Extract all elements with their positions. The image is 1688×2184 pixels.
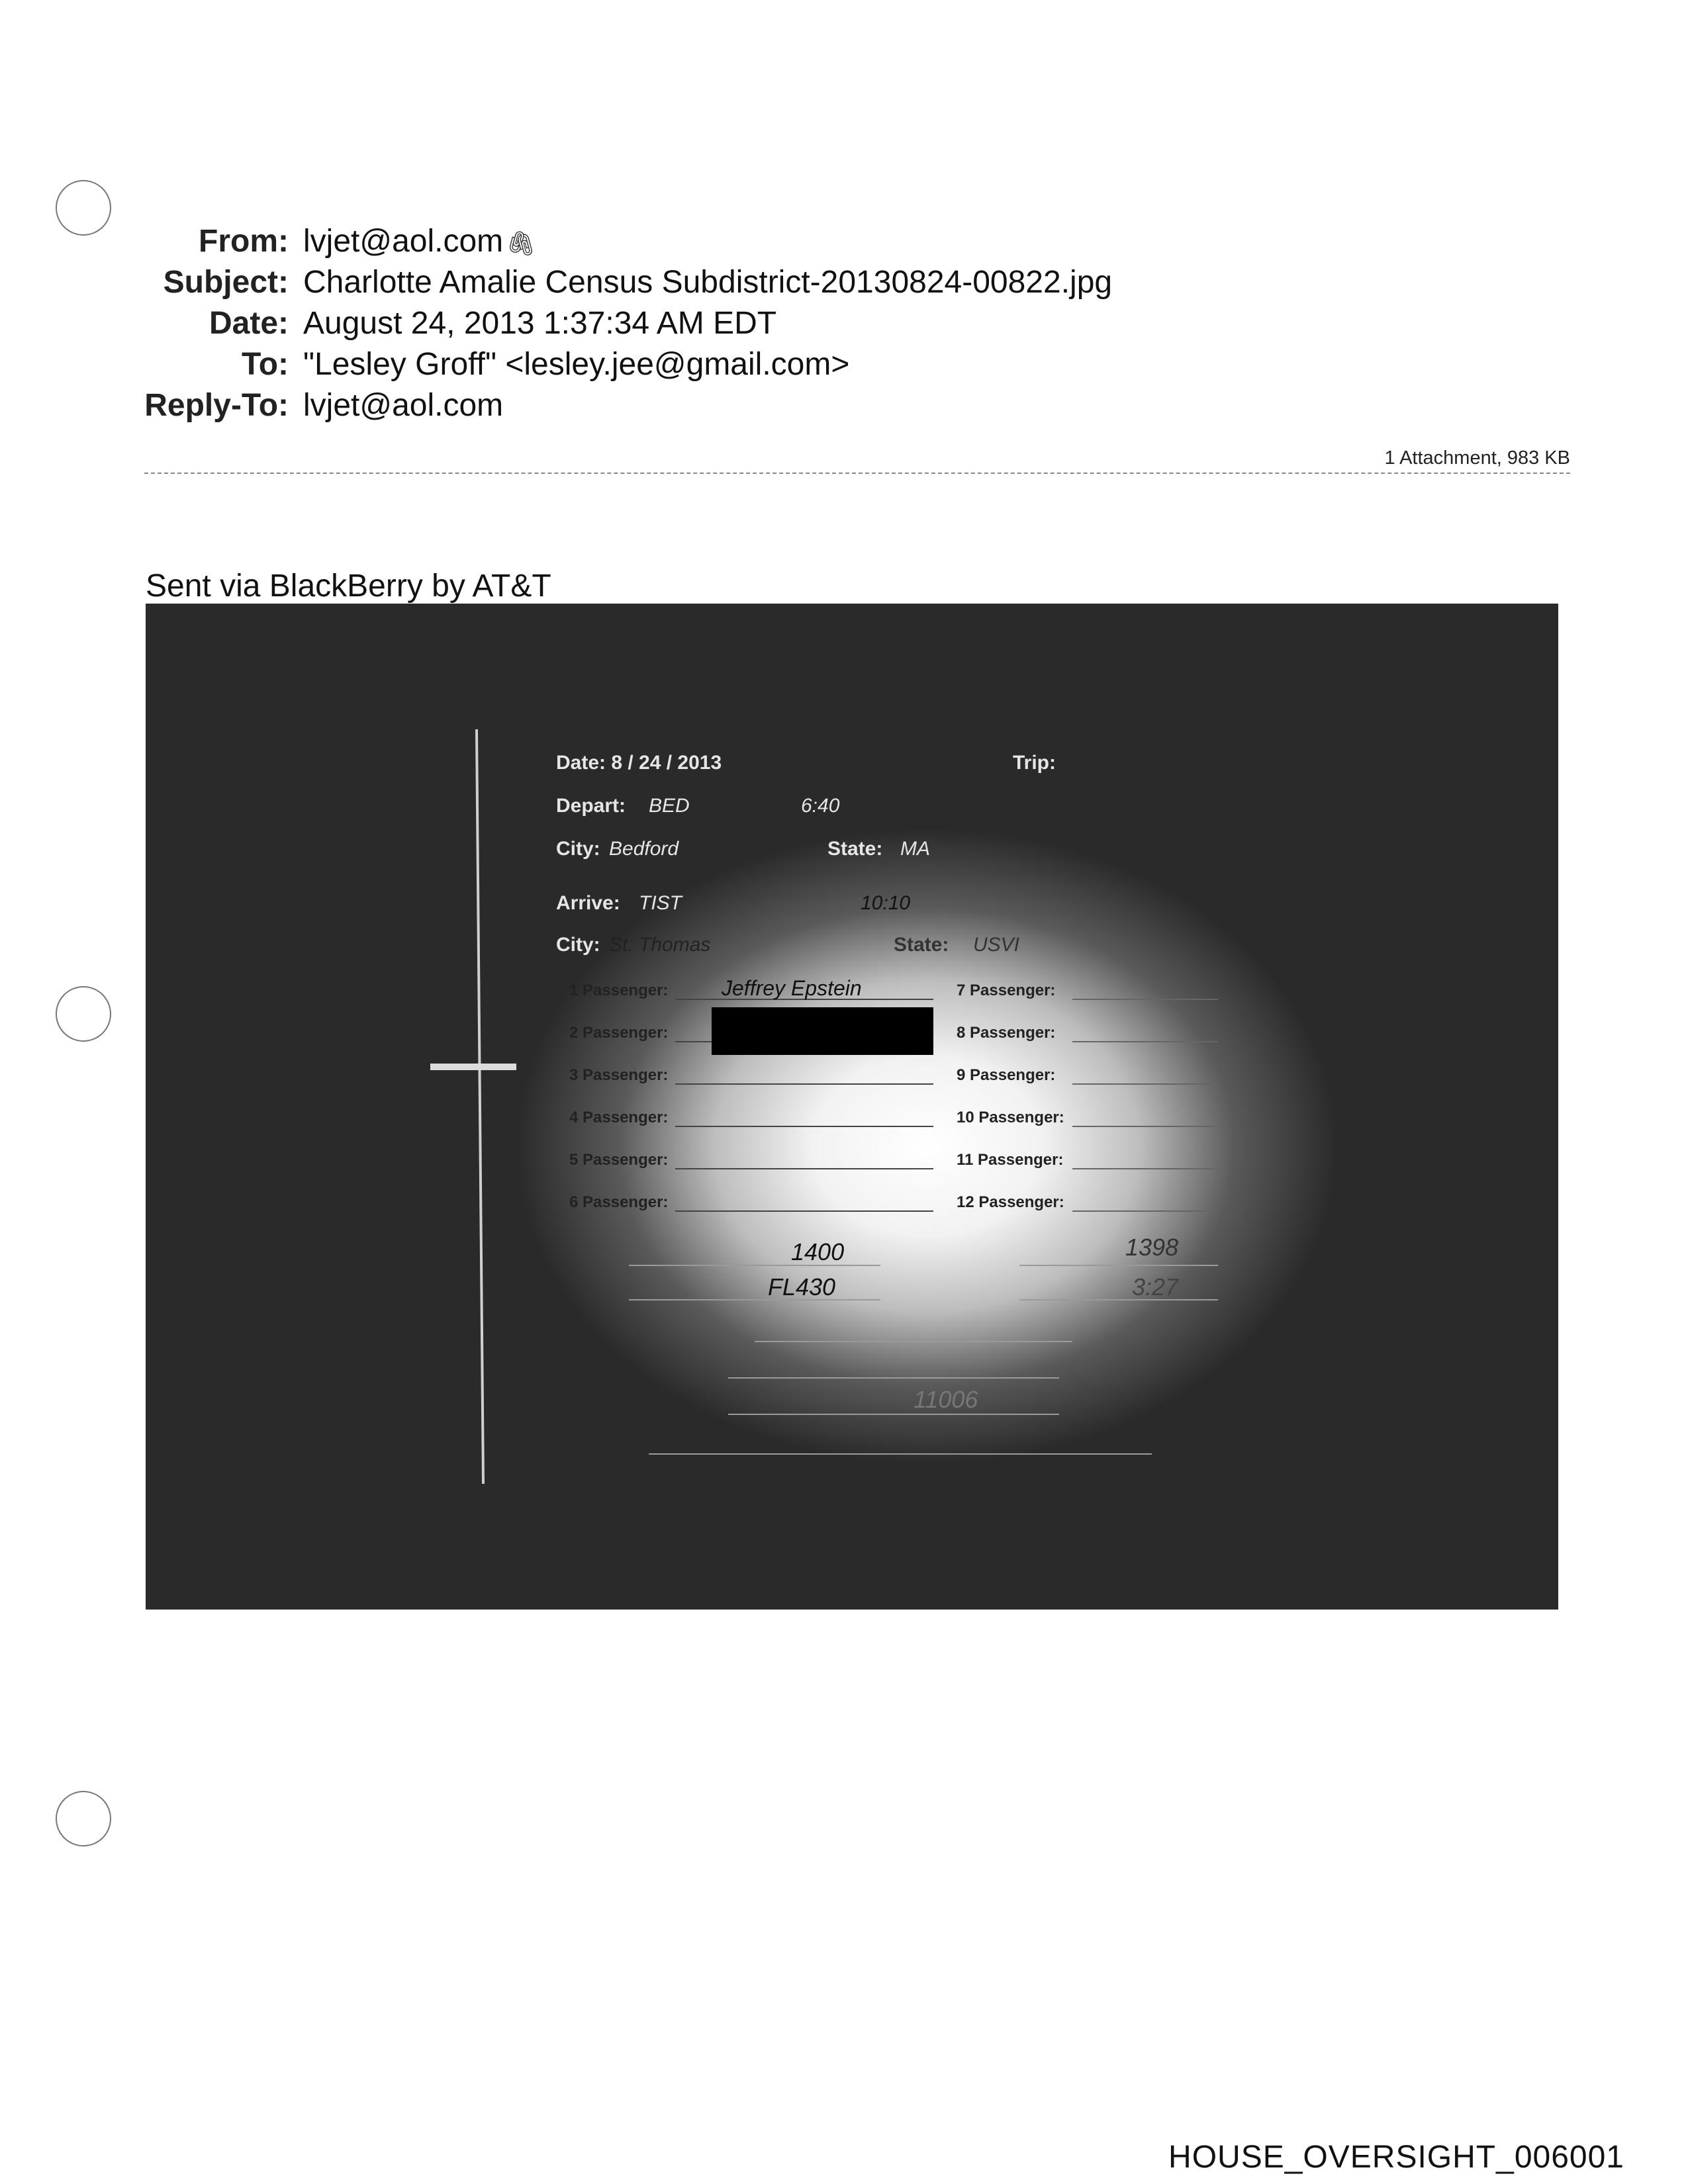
passenger-right-label-10: 10 Passenger: <box>957 1109 1064 1126</box>
form-fuel-burn-value: 1398 <box>1125 1234 1179 1261</box>
form-state1-label: State: <box>827 838 883 860</box>
form-aircraft-value: FL430 <box>768 1273 836 1300</box>
form-flight-time-value: 3:27 <box>1132 1273 1179 1300</box>
passenger-left-label-5: 5 Passenger: <box>569 1151 669 1169</box>
form-city2-label: City: <box>556 934 600 956</box>
binder-hole-bottom <box>56 1791 111 1846</box>
attachment-summary[interactable]: 1 Attachment, 983 KB <box>1384 447 1570 469</box>
subject-value: Charlotte Amalie Census Subdistrict-20130824-00822.jpg <box>303 265 1113 300</box>
date-label: Date: <box>209 306 289 341</box>
form-trip-line: Trip: <box>1013 752 1056 774</box>
form-city1-value: Bedford <box>609 838 679 860</box>
form-depart-label: Depart: <box>556 795 626 817</box>
form-state1-value: MA <box>900 838 930 860</box>
subject-label: Subject: <box>163 265 289 300</box>
date-row <box>99 303 1112 344</box>
passenger-left-label-2: 2 Passenger: <box>569 1024 669 1042</box>
passenger-right-label-11: 11 Passenger: <box>957 1151 1064 1169</box>
form-city2-value: St. Thomas <box>609 934 711 956</box>
to-value: "Lesley Groff" <lesley.jee@gmail.com> <box>303 347 850 382</box>
header-divider <box>144 473 1570 474</box>
passenger-left-label-1: 1 Passenger: <box>569 981 669 999</box>
passenger-left-label-3: 3 Passenger: <box>569 1066 669 1084</box>
form-city1-label: City: <box>556 838 600 860</box>
from-label: From: <box>199 224 289 259</box>
replyto-row <box>99 385 1112 426</box>
passenger-right-label-9: 9 Passenger: <box>957 1066 1056 1084</box>
attached-flight-log-photo[interactable] <box>146 604 1558 1610</box>
passenger1-handwritten: Jeffrey Epstein <box>722 976 862 1000</box>
form-arrive-label: Arrive: <box>556 892 620 914</box>
passenger-right-label-7: 7 Passenger: <box>957 981 1056 999</box>
date-value: August 24, 2013 1:37:34 AM EDT <box>303 306 777 341</box>
form-arrive-time: 10:10 <box>861 892 911 914</box>
passenger-left-label-4: 4 Passenger: <box>569 1109 669 1126</box>
form-fuel-value: 1400 <box>791 1238 845 1265</box>
subject-row <box>99 262 1112 303</box>
to-label: To: <box>241 347 289 382</box>
email-body-text: Sent via BlackBerry by AT&T <box>146 569 551 604</box>
paperclip-icon: 🖇 <box>506 230 536 257</box>
form-depart-time: 6:40 <box>801 795 840 817</box>
form-extra-value: 11006 <box>914 1386 978 1413</box>
email-header <box>99 221 1112 426</box>
form-lower-lines <box>629 1265 1218 1454</box>
form-state2-value: USVI <box>973 934 1020 956</box>
form-arrive-value: TIST <box>639 892 682 914</box>
replyto-value: lvjet@aol.com <box>303 388 504 423</box>
replyto-label: Reply-To: <box>144 388 289 423</box>
passenger-right-label-12: 12 Passenger: <box>957 1193 1064 1211</box>
to-row <box>99 344 1112 385</box>
document-bates-number: HOUSE_OVERSIGHT_006001 <box>1168 2140 1624 2175</box>
binder-hole-middle <box>56 986 111 1042</box>
from-row <box>99 221 1112 262</box>
form-state2-label: State: <box>894 934 949 956</box>
form-depart-value: BED <box>649 795 690 817</box>
from-value: lvjet@aol.com <box>303 224 504 259</box>
passenger-left-label-6: 6 Passenger: <box>569 1193 669 1211</box>
redaction-box <box>712 1007 933 1055</box>
passenger-right-label-8: 8 Passenger: <box>957 1024 1056 1042</box>
binder-edge <box>477 729 483 1484</box>
form-date-line: Date: 8 / 24 / 2013 <box>556 752 722 774</box>
